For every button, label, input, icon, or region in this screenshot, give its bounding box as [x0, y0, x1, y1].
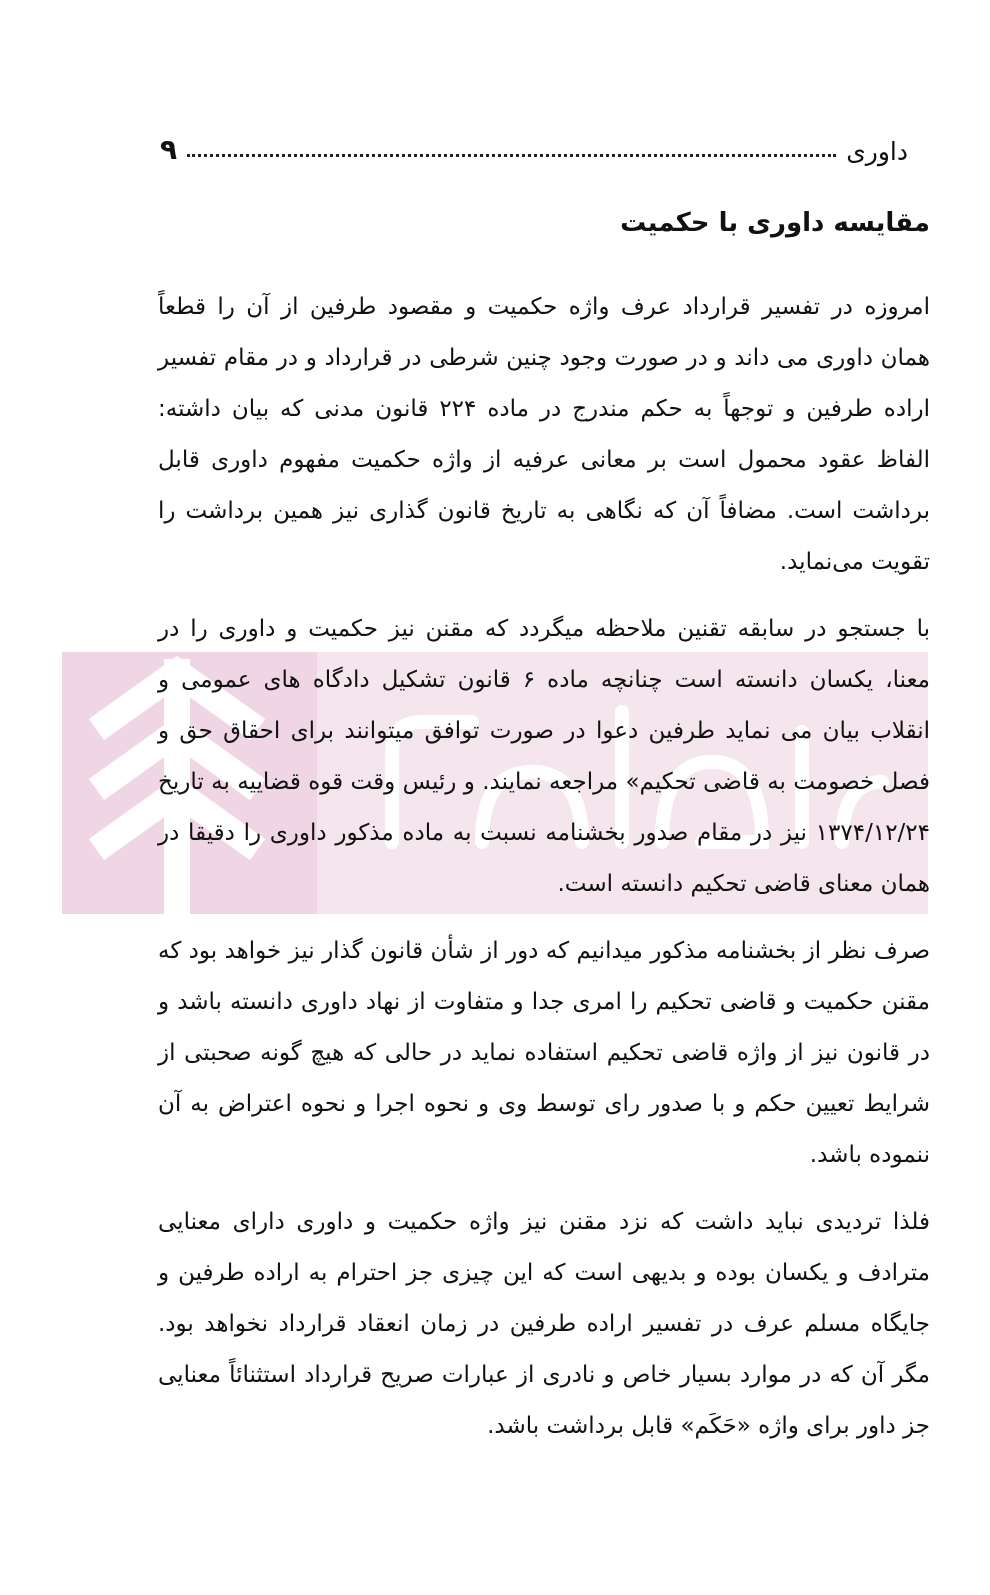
paragraph-2: با جستجو در سابقه تقنین ملاحظه میگردد که مقنن نیز حکمیت و داوری را در معنا، یکسان دانسته است چنانچه ماده ۶ قانون تشکیل دادگاه های عمومی و انقلاب بیان می نماید طرفین دعوا در صورت توافق میتوانند برای احقاق حق و فصل خصومت به قاضی تحکیم» مراجعه نمایند. و رئیس وقت قوه قضاییه به تاریخ ۱۳۷۴/۱۲/۲۴ نیز در مقام صدور بخشنامه نسبت به ماده مذکور داوری را دقیقا در همان معنای قاضی تحکیم دانسته است. [158, 616, 931, 897]
page-number: ۹ [160, 133, 178, 166]
running-title: داوری [846, 137, 908, 166]
body-text [158, 282, 930, 1468]
paragraph-3: صرف نظر از بخشنامه مذکور میدانیم که دور از شأن قانون گذار نیز خواهد بود که مقنن حکمیت و قاضی تحکیم را امری جدا و متفاوت از نهاد داوری دانسته باشد و در قانون نیز از واژه قاضی تحکیم استفاده نماید در حالی که هیچ گونه صحبتی از شرایط تعیین حکم و با صدور رای توسط وی و نحوه اجرا و نحوه اعتراض به آن ننموده باشد. [158, 938, 930, 1168]
running-header [160, 122, 908, 166]
paragraph-1: امروزه در تفسیر قرارداد عرف واژه حکمیت و مقصود طرفین از آن را قطعاً همان داوری می داند و در صورت وجود چنین شرطی در قرارداد و در مقام تفسیر اراده طرفین و توجهاً به حکم مندرج در ماده ۲۲۴ قانون مدنی که بیان داشته: الفاظ عقود محمول است بر معانی عرفیه از واژه حکمیت مفهوم داوری قابل برداشت است. مضافاً آن که نگاهی به تاریخ قانون گذاری نیز همین برداشت را تقویت می‌نماید. [158, 294, 930, 575]
dot-leader [187, 154, 836, 157]
paragraph-4: فلذا تردیدی نباید داشت که نزد مقنن نیز واژه حکمیت و داوری دارای معنایی مترادف و یکسان بوده و بدیهی است که این چیزی جز احترام به اراده طرفین و جایگاه مسلم عرف در تفسیر اراده طرفین در زمان انعقاد قرارداد نخواهد بود. مگر آن که در موارد بسیار خاص و نادری از عبارات صریح قرارداد استثنائاً معنایی جز داور برای واژه «حَکَم» قابل برداشت باشد. [158, 1209, 930, 1439]
section-heading: مقایسه داوری با حکمیت [620, 208, 930, 238]
